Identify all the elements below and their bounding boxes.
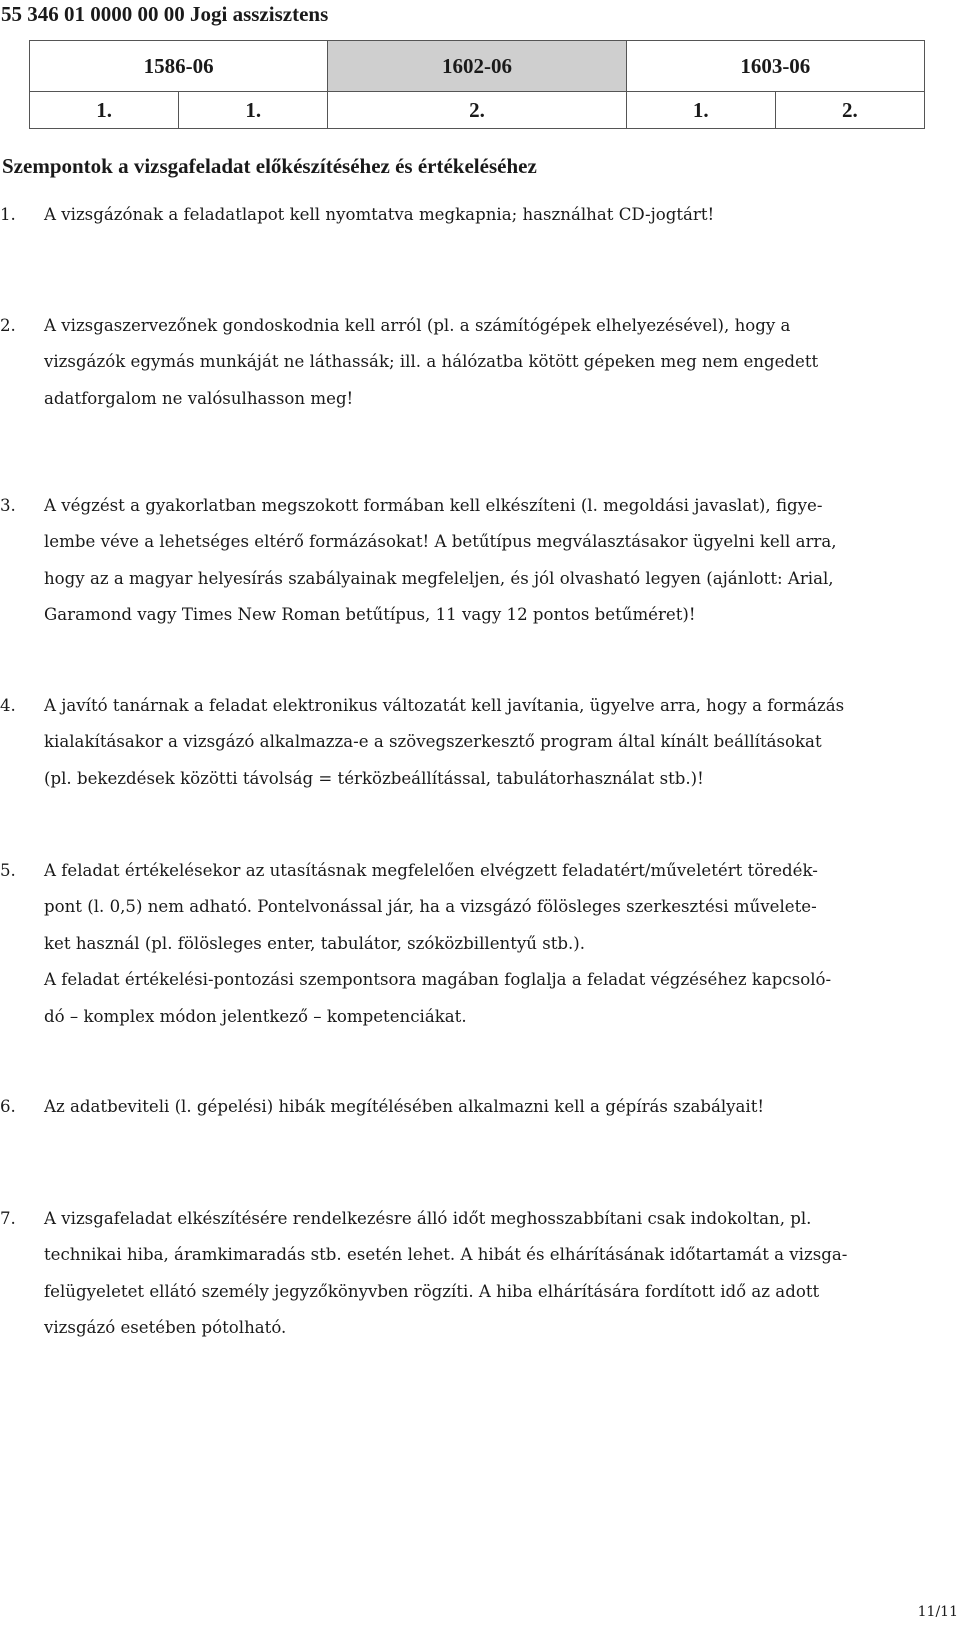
list-item-text: A javító tanárnak a feladat elektronikus változatát kell javítania, ügyelve arra, hogy a formázás kialakításakor a vizsgázó alkalmazza-e a szövegszerkesztő program által kínált beállításokat (pl. bekezdések közötti távolság = térközbeállítással, tabulátorhasználat stb.)!	[44, 696, 845, 788]
list-item-number: 1.	[0, 205, 16, 224]
list-item-text: A vizsgafeladat elkészítésére rendelkezésre álló időt meghosszabbítani csak indokoltan, pl. technikai hiba, áramkimaradás stb. esetén lehet. A hibát és elhárításának időtartamát a vizsga- felügyeletet ellátó személy jegyzőkönyvben rögzíti. A hiba elhárítására fordított idő az adott vizsgázó esetében pótolható.	[44, 1209, 848, 1338]
list-item	[0, 1089, 958, 1125]
list-item-text: A végzést a gyakorlatban megszokott formában kell elkészíteni (l. megoldási javaslat), figye- lembe véve a lehetséges eltérő formázásokat! A betűtípus megválasztásakor ügyelni kell arra, hogy az a magyar helyesírás szabályainak megfeleljen, és jól olvasható legyen (ajánlott: Arial, Garamond vagy Times New Roman betűtípus, 11 vagy 12 pontos betűméret)!	[44, 496, 837, 625]
list-item-text: A feladat értékelésekor az utasításnak megfelelően elvégzett feladatért/műveletért töredék- pont (l. 0,5) nem adható. Pontelvonással jár, ha a vizsgázó fölösleges szerkesztési művelete- ket használ (pl. fölösleges enter, tabulátor, szóközbillentyű stb.). A feladat értékelési-pontozási szempontsora magában foglalja a feladat végzéséhez kapcsoló- dó – komplex módon jelentkező – kompetenciákat.	[44, 861, 832, 1026]
module-code-cell: 1603-06	[626, 41, 924, 92]
module-code-cell-highlighted: 1602-06	[328, 41, 626, 92]
list-item-number: 6.	[0, 1097, 16, 1116]
section-title: Szempontok a vizsgafeladat előkészítéséhez és értékeléséhez	[2, 154, 537, 178]
page-number: 11/11	[917, 1604, 958, 1620]
list-item	[0, 308, 958, 417]
document-header: 55 346 01 0000 00 00 Jogi asszisztens	[1, 2, 329, 26]
module-code-cell: 1586-06	[30, 41, 328, 92]
module-table	[29, 40, 925, 129]
list-item-number: 3.	[0, 496, 16, 515]
list-item	[0, 197, 958, 233]
list-item-text: Az adatbeviteli (l. gépelési) hibák megítélésében alkalmazni kell a gépírás szabályait!	[44, 1097, 765, 1116]
list-item-text: A vizsgaszervezőnek gondoskodnia kell arról (pl. a számítógépek elhelyezésével), hogy a vizsgázók egymás munkáját ne láthassák; ill. a hálózatba kötött gépeken meg nem engedett adatforgalom ne valósulhasson meg!	[44, 316, 819, 408]
list-item	[0, 688, 958, 797]
list-item	[0, 1201, 958, 1347]
list-item-number: 2.	[0, 316, 16, 335]
list-item-number: 4.	[0, 696, 16, 715]
module-code-row	[30, 41, 925, 92]
module-level-row	[30, 92, 925, 129]
module-level-cell: 2.	[775, 92, 924, 129]
list-item-text: A vizsgázónak a feladatlapot kell nyomtatva megkapnia; használhat CD-jogtárt!	[44, 205, 715, 224]
list-item-number: 5.	[0, 861, 16, 880]
list-item-number: 7.	[0, 1209, 16, 1228]
list-item	[0, 488, 958, 634]
module-level-cell: 1.	[30, 92, 179, 129]
module-level-cell: 1.	[179, 92, 328, 129]
list-item	[0, 853, 958, 1035]
module-level-cell: 2.	[328, 92, 626, 129]
module-level-cell: 1.	[626, 92, 775, 129]
